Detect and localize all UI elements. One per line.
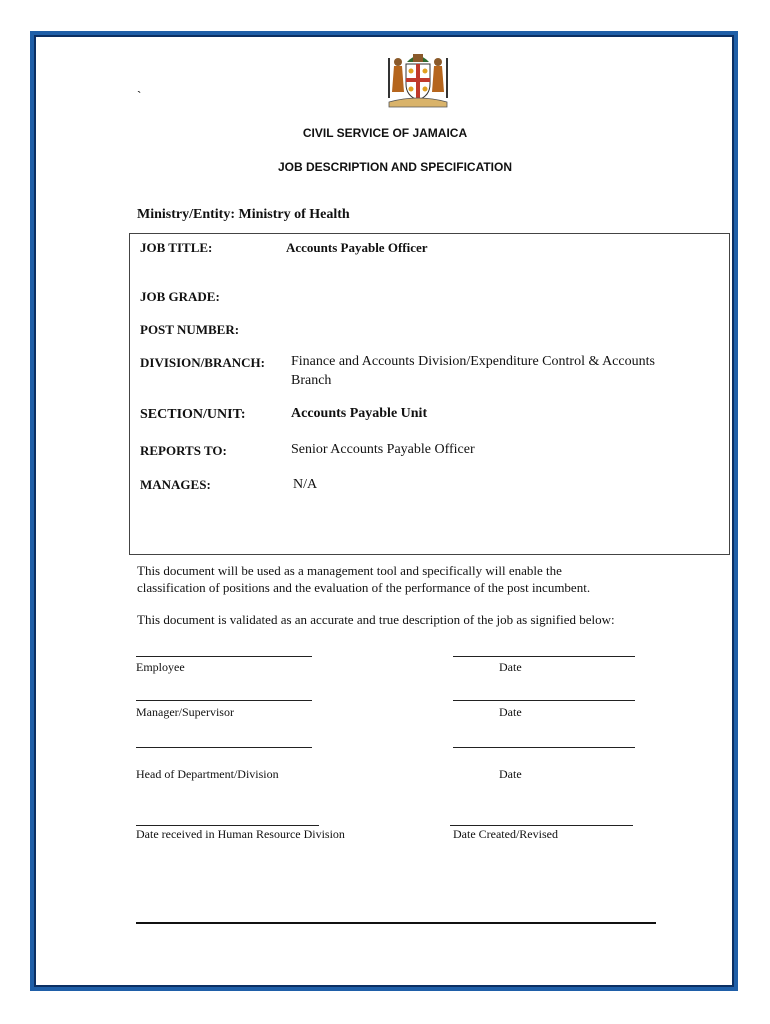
job-grade-label: JOB GRADE: (140, 289, 220, 304)
manager-date-label: Date (499, 705, 522, 719)
division-value-line1: Finance and Accounts Division/Expenditure Control & Accounts (291, 354, 655, 369)
head-date-label: Date (499, 767, 522, 781)
bottom-rule (136, 922, 656, 924)
ministry-entity: Ministry/Entity: Ministry of Health (137, 207, 350, 222)
manages-label: MANAGES: (140, 477, 211, 492)
hr-received-line (136, 825, 319, 826)
manages-value: N/A (293, 477, 318, 492)
employee-date-label: Date (499, 660, 522, 674)
head-signature-line (136, 747, 312, 748)
purpose-text-line2: classification of positions and the evaluation of the performance of the post incumbent. (137, 580, 591, 595)
section-label: SECTION/UNIT: (140, 407, 246, 422)
organization-name: CIVIL SERVICE OF JAMAICA (302, 126, 468, 140)
reports-to-value: Senior Accounts Payable Officer (291, 442, 475, 457)
head-date-line (453, 747, 635, 748)
head-label: Head of Department/Division (136, 767, 279, 781)
manager-label: Manager/Supervisor (136, 705, 234, 719)
job-details-box (129, 233, 730, 555)
validation-text: This document is validated as an accurate and true description of the job as signified below: (137, 612, 615, 627)
job-title-value: Accounts Payable Officer (286, 240, 428, 255)
stray-mark: ` (137, 88, 142, 103)
created-revised-line (450, 825, 633, 826)
created-revised-label: Date Created/Revised (453, 827, 558, 841)
employee-label: Employee (136, 660, 185, 674)
document-title: JOB DESCRIPTION AND SPECIFICATION (277, 160, 513, 174)
division-label: DIVISION/BRANCH: (140, 355, 265, 370)
section-value: Accounts Payable Unit (291, 406, 428, 421)
manager-date-line (453, 700, 635, 701)
purpose-text-line1: This document will be used as a management tool and specifically will enable the (137, 563, 562, 578)
hr-received-label: Date received in Human Resource Division (136, 827, 345, 841)
coat-of-arms-icon (385, 48, 451, 110)
employee-date-line (453, 656, 635, 657)
post-number-label: POST NUMBER: (140, 322, 240, 337)
job-title-label: JOB TITLE: (140, 240, 213, 255)
reports-to-label: REPORTS TO: (140, 443, 227, 458)
employee-signature-line (136, 656, 312, 657)
manager-signature-line (136, 700, 312, 701)
division-value-line2: Branch (291, 373, 332, 388)
